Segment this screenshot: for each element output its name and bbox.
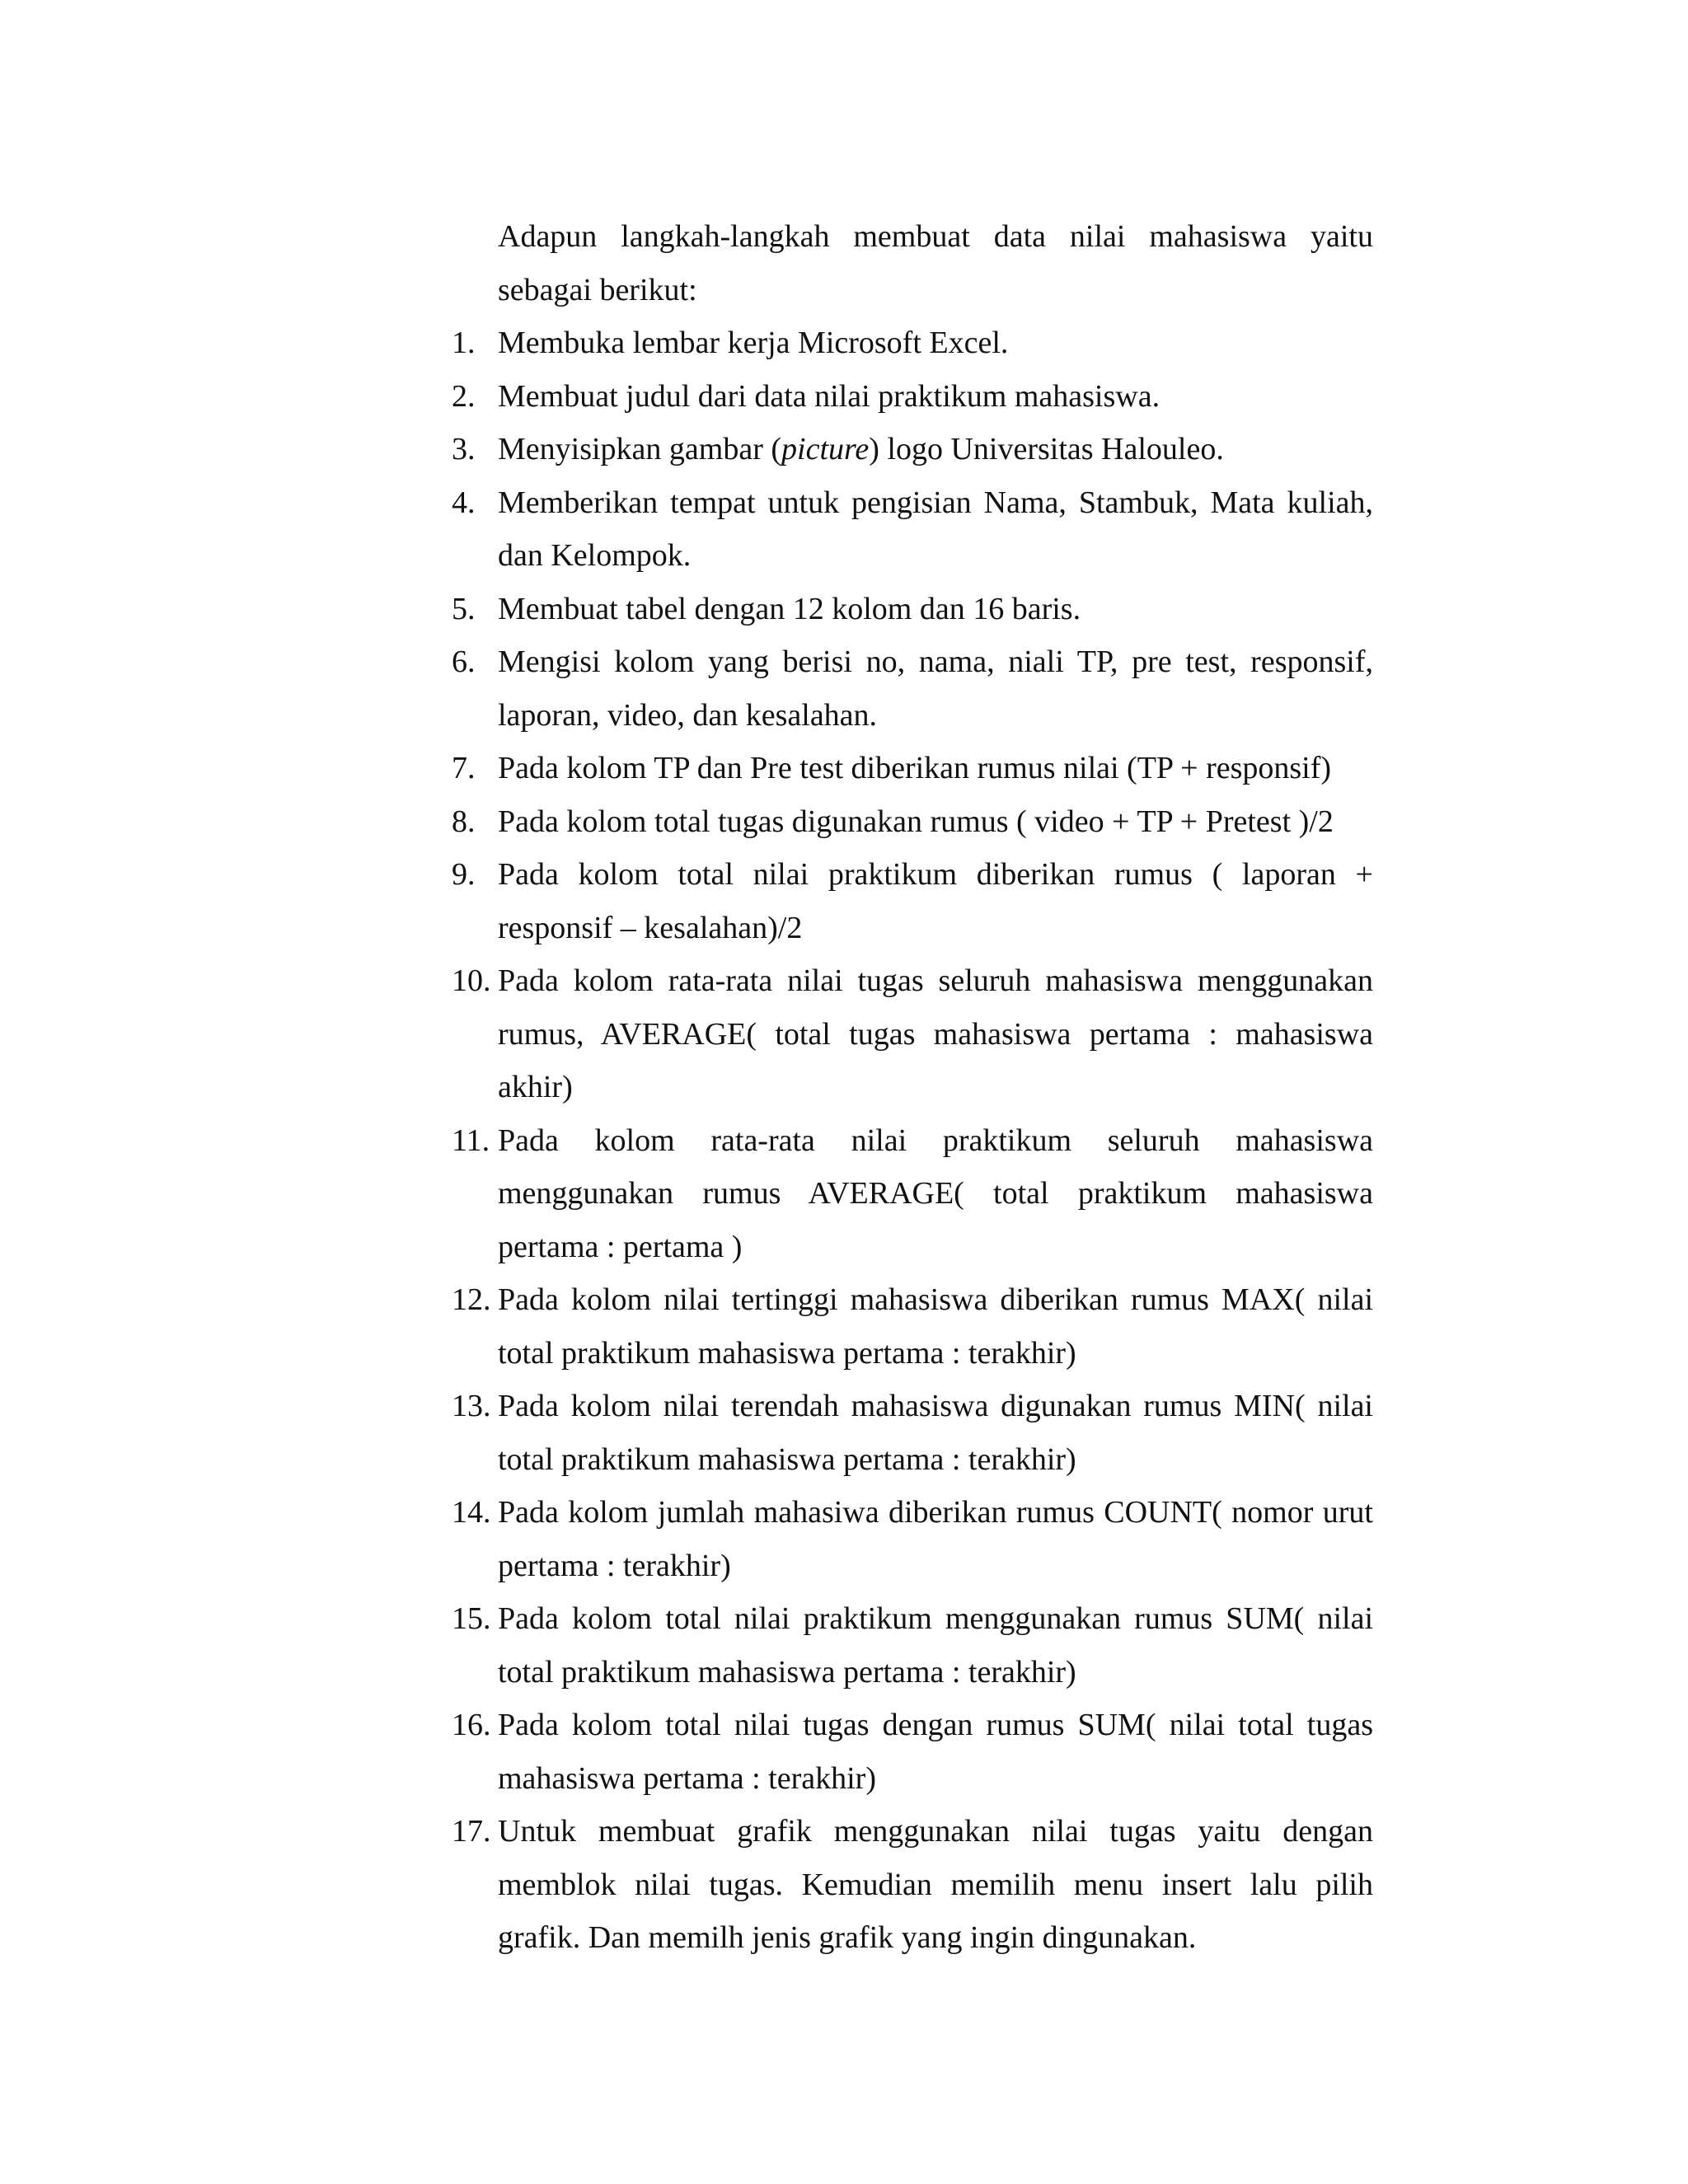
step-number: 11.	[452, 1122, 490, 1158]
step-item-9	[452, 848, 1373, 954]
step-text: Mengisi kolom yang berisi no, nama, niali TP, pre test, responsif, laporan, video, dan kesalahan.	[498, 644, 1373, 733]
step-item-1	[452, 316, 1373, 370]
step-item-14	[452, 1486, 1373, 1592]
step-item-11	[452, 1114, 1373, 1274]
step-number: 9.	[452, 857, 476, 892]
document-body	[452, 210, 1373, 1965]
step-text-italic: picture	[781, 432, 870, 466]
step-text: Pada kolom total nilai praktikum menggunakan rumus SUM( nilai total praktikum mahasiswa pertama : terakhir)	[498, 1601, 1373, 1690]
step-text: Pada kolom total nilai tugas dengan rumus SUM( nilai total tugas mahasiswa pertama : terakhir)	[498, 1708, 1373, 1796]
step-text: Untuk membuat grafik menggunakan nilai tugas yaitu dengan memblok nilai tugas. Kemudian memilih menu insert lalu pilih grafik. Dan memilh jenis grafik yang ingin dingunakan.	[498, 1814, 1373, 1955]
step-number: 7.	[452, 751, 476, 785]
step-text: Pada kolom nilai terendah mahasiswa digunakan rumus MIN( nilai total praktikum mahasiswa pertama : terakhir)	[498, 1389, 1373, 1477]
step-item-2	[452, 370, 1373, 424]
step-text: Membuat tabel dengan 12 kolom dan 16 baris.	[498, 591, 1081, 626]
step-number: 13.	[452, 1389, 491, 1423]
step-item-15	[452, 1592, 1373, 1699]
step-number: 4.	[452, 485, 476, 520]
step-number: 17.	[452, 1814, 491, 1849]
step-text: Membuka lembar kerja Microsoft Excel.	[498, 326, 1009, 360]
step-number: 2.	[452, 378, 476, 414]
step-text: Pada kolom nilai tertinggi mahasiswa diberikan rumus MAX( nilai total praktikum mahasiswa pertama : terakhir)	[498, 1282, 1373, 1371]
step-number: 16.	[452, 1708, 491, 1742]
step-text: Pada kolom rata-rata nilai tugas seluruh mahasiswa menggunakan rumus, AVERAGE( total tugas mahasiswa pertama : mahasiswa akhir)	[498, 963, 1373, 1104]
step-number: 15.	[452, 1601, 491, 1636]
step-number: 14.	[452, 1495, 491, 1530]
intro-paragraph: Adapun langkah-langkah membuat data nilai mahasiswa yaitu sebagai berikut:	[498, 219, 1373, 307]
step-item-7	[452, 742, 1373, 795]
steps-list	[452, 316, 1373, 1965]
step-text: Pada kolom jumlah mahasiwa diberikan rumus COUNT( nomor urut pertama : terakhir)	[498, 1495, 1373, 1583]
step-item-10	[452, 954, 1373, 1114]
step-text: Membuat judul dari data nilai praktikum mahasiswa.	[498, 378, 1160, 414]
step-text	[498, 423, 1373, 476]
step-item-8	[452, 795, 1373, 849]
step-number: 1.	[452, 326, 476, 360]
step-text: Pada kolom total tugas digunakan rumus ( video + TP + Pretest )/2	[498, 804, 1334, 839]
step-item-13	[452, 1380, 1373, 1486]
step-item-12	[452, 1273, 1373, 1380]
step-text: Pada kolom rata-rata nilai praktikum seluruh mahasiswa menggunakan rumus AVERAGE( total praktikum mahasiswa pertama : pertama )	[498, 1122, 1373, 1264]
step-item-16	[452, 1699, 1373, 1805]
step-number: 10.	[452, 963, 491, 998]
step-item-5	[452, 583, 1373, 636]
step-item-4	[452, 476, 1373, 583]
step-text-before: Menyisipkan gambar (	[498, 432, 782, 466]
step-text: Pada kolom TP dan Pre test diberikan rumus nilai (TP + responsif)	[498, 751, 1332, 785]
step-number: 8.	[452, 804, 476, 839]
step-item-6	[452, 635, 1373, 742]
step-item-3	[452, 423, 1373, 476]
step-number: 12.	[452, 1282, 491, 1317]
step-text: Memberikan tempat untuk pengisian Nama, Stambuk, Mata kuliah, dan Kelompok.	[498, 485, 1373, 573]
step-text: Pada kolom total nilai praktikum diberikan rumus ( laporan + responsif – kesalahan)/2	[498, 857, 1373, 945]
step-item-17	[452, 1805, 1373, 1965]
step-number: 3.	[452, 432, 476, 466]
step-number: 6.	[452, 644, 476, 679]
step-number: 5.	[452, 591, 476, 626]
step-text-after: ) logo Universitas Halouleo.	[869, 432, 1224, 466]
